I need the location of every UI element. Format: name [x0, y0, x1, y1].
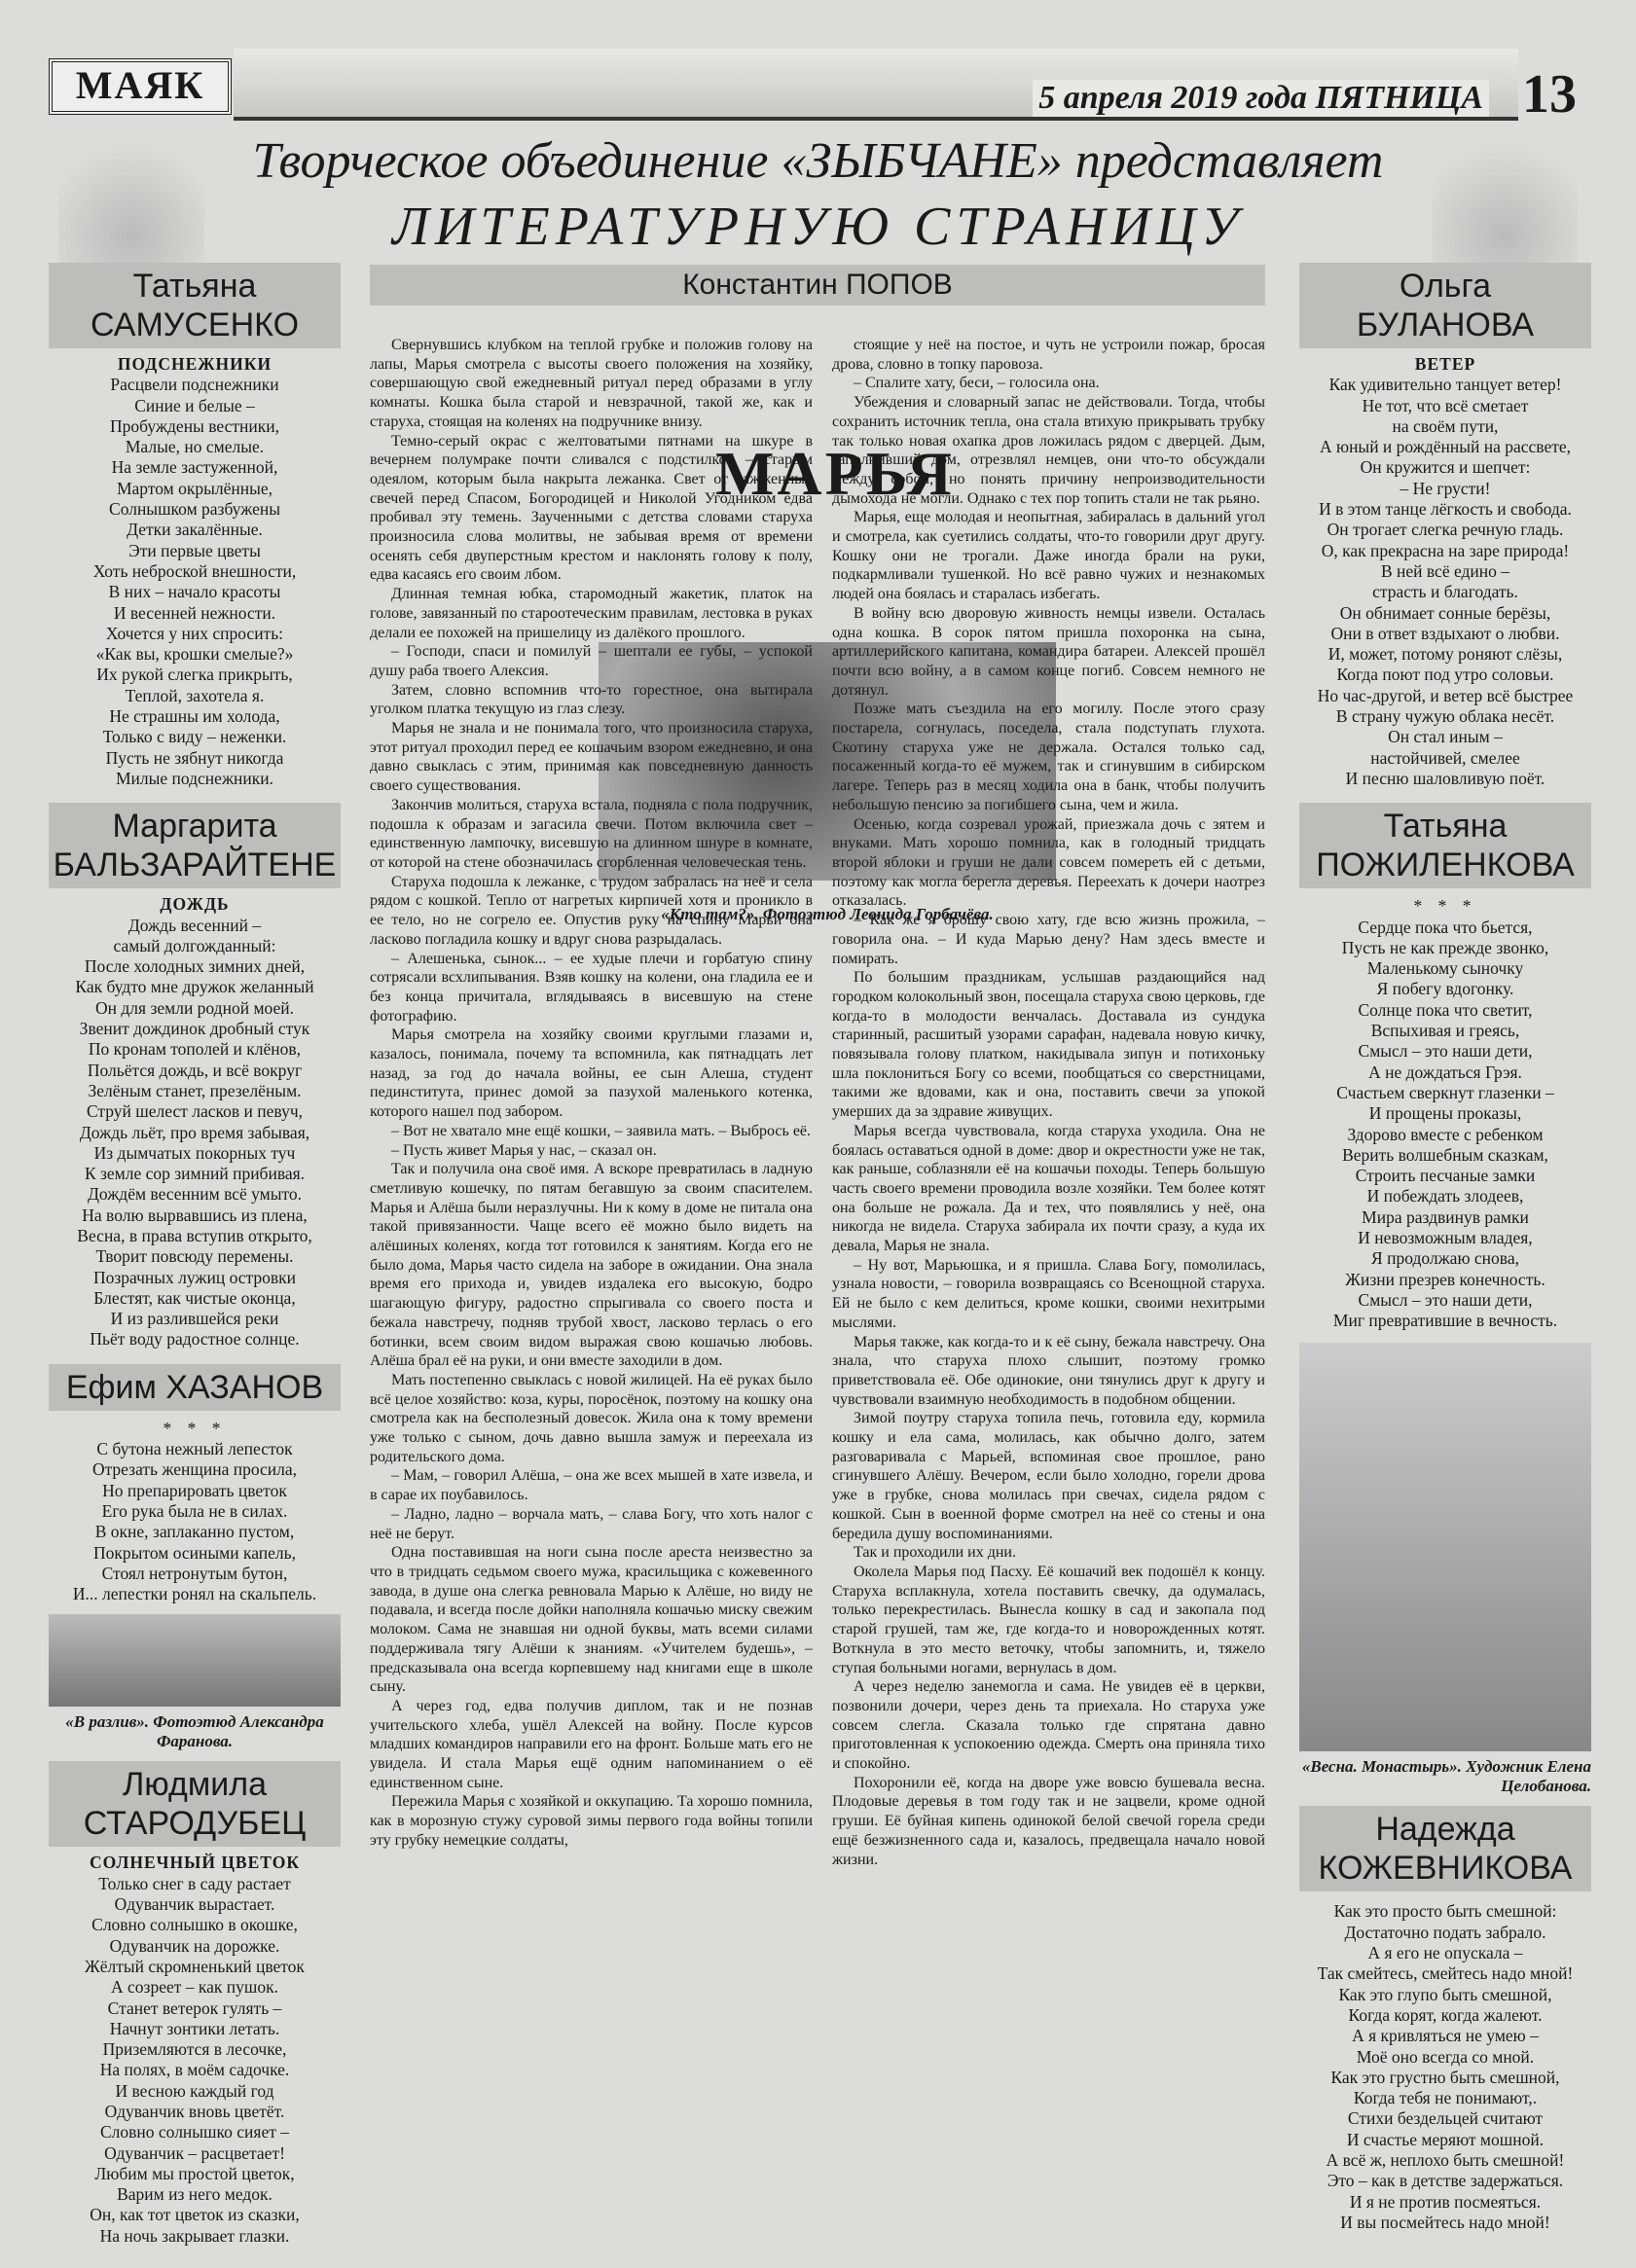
- poem-line: Отрезать женщина просила,: [91, 1459, 298, 1480]
- poem-line: Жёлтый скромненький цветок: [85, 1956, 305, 1976]
- poem-line: И невозможным владея,: [1358, 1227, 1533, 1247]
- poem-line: Пробуждены вестники,: [110, 415, 279, 436]
- poem-line: Не страшны им холода,: [109, 706, 280, 727]
- poem-body: [49, 375, 341, 789]
- poem-line: На полях, в моём садочке.: [99, 2060, 290, 2080]
- poem-line: Пьёт воду радостное солнце.: [90, 1329, 300, 1350]
- poem-line: Стоял нетронутым бутон,: [101, 1563, 288, 1583]
- poem-line: А я кривляться не умею –: [1352, 2026, 1539, 2046]
- poem-line: Дождь весенний –: [127, 915, 262, 935]
- poem-line: Как будто мне дружок желанный: [75, 977, 314, 997]
- poem-line: В окне, заплаканно пустом,: [94, 1522, 295, 1542]
- poem-line: Словно солнышко сияет –: [100, 2122, 289, 2142]
- poem-line: Здорово вместе с ребенком: [1347, 1124, 1544, 1144]
- poem-line: Сердце пока что бьется,: [1358, 917, 1533, 937]
- poem-line: Милые подснежники.: [115, 768, 274, 788]
- poem-line: Он стал иным –: [1388, 727, 1503, 747]
- poem-line: Зелёным станет, презелёным.: [88, 1080, 302, 1100]
- poem-line: Мартом окрылённые,: [116, 478, 273, 498]
- story-paragraph: Мать постепенно свыклась с новой жилицей. На её руках было всё целое хозяйство: коза, куры, поросёнок, поэтому на кошку она смотрела как на бесполезный довесок. Жила она к тому времени уже только с сыном, дочь давно вышла замуж и переехала из родительского дома.: [370, 1371, 813, 1465]
- poem-line: И весенней нежности.: [113, 602, 276, 623]
- poem-line: на своём пути,: [1392, 415, 1499, 436]
- poem-line: Его рука была не в силах.: [101, 1500, 288, 1521]
- author-name-box: [1299, 263, 1591, 348]
- poem-body: [1299, 375, 1591, 789]
- poem-line: В страну чужую облака несёт.: [1335, 706, 1555, 727]
- tulip-decoration-left: [58, 126, 204, 263]
- poem-title: ВЕТЕР: [1414, 354, 1476, 374]
- story-paragraph: Марья не знала и не понимала того, что произносила старуха, этот ритуал проходил перед ее кошачьим взором ежедневно, и она давно свыклась с этим, принимая как повседневную данность своего существования.: [370, 720, 813, 795]
- poem-line: Моё оно всегда со мной.: [1356, 2046, 1535, 2067]
- poem-line: Одуванчик – расцветает!: [104, 2142, 285, 2163]
- author-name-box: [49, 1761, 341, 1847]
- banner-line-2: ЛИТЕРАТУРНУЮ СТРАНИЦУ: [391, 197, 1245, 257]
- story-paragraph: – Мам, – говорил Алёша, – она же всех мышей в хате извела, и в сарае их поубавилось.: [370, 1467, 813, 1504]
- poem-line: Смысл – это наши дети,: [1358, 1041, 1533, 1062]
- poem-line: Расцвели подснежники: [110, 375, 279, 395]
- author-last-name: СТАРОДУБЕЦ: [83, 1805, 307, 1843]
- poem-line: Одуванчик вырастает.: [114, 1894, 275, 1915]
- story-column-1: [370, 336, 813, 2155]
- story-paragraph: Похоронили её, когда на дворе уже вовсю бушевала весна. Плодовые деревья в том году так и не зацвели, кроме одной груши. Её буйная кипень одинокой белой свечой горела среди ещё безжизненного сада и, казалось, предвещала начало новой жизни.: [832, 1774, 1265, 1868]
- poem-line: Малые, но смелые.: [125, 437, 265, 457]
- poem-line: А не дождаться Грэя.: [1368, 1062, 1522, 1082]
- poem-line: В ней всё едино –: [1380, 560, 1510, 581]
- photo-caption: «Кто там?». Фотоэтюд Леонида Горбачёва.: [661, 905, 994, 923]
- poem-line: Стихи бездельцей считают: [1347, 2108, 1544, 2129]
- newspaper-logo: МАЯК: [49, 58, 232, 115]
- poem-line: После холодных зимних дней,: [84, 956, 306, 977]
- tulip-decoration-right: [1432, 126, 1578, 263]
- poem-line: Как это глупо быть смешной,: [1338, 1984, 1552, 2004]
- author-name-box: [49, 1364, 341, 1411]
- poem-line: А я его не опускала –: [1367, 1943, 1523, 1963]
- section-banner: [0, 126, 1636, 263]
- monastery-painting: [1299, 1343, 1591, 1751]
- author-first-name: Ольга: [1399, 268, 1492, 305]
- story-paragraph: – Вот не хватало мне ещё кошки, – заявила мать. – Выбрось её.: [391, 1122, 812, 1139]
- author-last-name: САМУСЕНКО: [90, 306, 300, 343]
- poem-line: Жизни презрев конечность.: [1345, 1269, 1545, 1289]
- poem-line: Он кружится и шепчет:: [1360, 457, 1531, 478]
- story-paragraph: Одна поставившая на ноги сына после ареста неизвестно за что в тридцать седьмом своего мужа, красильщика с кожевенного завода, в душе она слегка ревновала Марью к Алёше, но виду не подавала, и всегда после дойки наполняла кошачью миску свежим молоком. Сама не знавшая ни одной буквы, мать всеми силами поддерживала тягу Алёши к знаниям. «Учителем будешь», – предсказывала она всегда корпевшему над книгами еще в школе сыну.: [370, 1544, 813, 1696]
- poem-line: Позрачных лужиц островки: [92, 1267, 297, 1287]
- story-paragraph: Старуха подошла к лежанке, с трудом забралась на неё и села рядом с кошкой. Тепло от нагретых кирпичей хотя и проникло в ее тело, но не согрело ее. Опустив руку на спину Марьи она ласково погладила кошку и вдруг снова разрыдалась.: [370, 873, 813, 948]
- poem-line: Это – как в детстве задержаться.: [1327, 2171, 1564, 2191]
- poem-line: Как удивительно танцует ветер!: [1328, 375, 1562, 395]
- poem-line: На волю вырвавшись из плена,: [82, 1205, 308, 1225]
- poem-line: К земле сор зимний прибивая.: [84, 1164, 306, 1184]
- story-paragraph: Так и получила она своё имя. А вскоре превратилась в ладную сметливую кошечку, по пятам бегавшую за своим спасителем. Марья и Алёша были неразлучны. Ни к кому в доме не питала она такой привязанности. Чаще всего её можно было видеть на алёшиных коленях, когда тот готовился к занятиям. Когда его не было дома, Марья часто сидела на заборе в ожидании. Она знала время его прихода и, увидев издалека его высокую, бодро шагающую фигуру, радостно спрыгивала со своего поста и бежала навстречу, подняв трубой хвост, ласково терлась о его ботинки, всем своим видом выражая свою кошачью любовь. Алёша брал её на руки, и они вместе заходили в дом.: [370, 1161, 813, 1370]
- poem-line: Словно солнышко в окошке,: [91, 1915, 298, 1935]
- poem-line: Дождём весенним всё умыто.: [87, 1184, 303, 1205]
- poem-line: А юный и рождённый на рассвете,: [1319, 437, 1572, 457]
- poem-line: Так смейтесь, смейтесь надо мной!: [1317, 1963, 1574, 1984]
- author-first-name: Маргарита: [112, 808, 277, 846]
- story-paragraph: Затем, словно вспомнив что-то горестное, она вытирала уголком платка текущую из глаз слезу.: [370, 681, 813, 718]
- poem-line: Польётся дождь, и всё вокруг: [87, 1060, 303, 1080]
- poem-line: Пусть не как прежде звонко,: [1341, 937, 1549, 957]
- poem-line: А всё ж, неплохо быть смешной!: [1326, 2150, 1565, 2171]
- poem-line: Я побегу вдогонку.: [1376, 979, 1514, 999]
- poem-line: Когда тебя не понимают,.: [1353, 2088, 1538, 2108]
- poem-line: И прощены проказы,: [1368, 1103, 1522, 1124]
- poem-line: Одуванчик вновь цветёт.: [104, 2102, 285, 2121]
- poem-line: И из разлившейся реки: [110, 1309, 279, 1329]
- story-paragraph: Марья смотрела на хозяйку своими круглыми глазами и, казалось, понимала, почему та вспомнила, как пятнадцать лет назад, за год до начала войны, ее сын Алеша, студент пединститута, принес домой за пазухой маленького котенка, которого нашел под забором.: [370, 1026, 813, 1121]
- poem-line: Звенит дождинок дробный стук: [79, 1019, 310, 1039]
- poem-line: страсть и благодать.: [1372, 582, 1518, 602]
- author-first-name: Людмила: [122, 1766, 268, 1804]
- story-paragraph: Свернувшись клубком на теплой грубке и положив голову на лапы, Марья смотрела с высоты своего положения на хозяйку, совершающую свой ежедневный ритуал перед образами в углу комнаты. Кошка была старой и невзрачной, такой же, как и старуха, стоящая на коленях на подручнике внизу.: [370, 337, 813, 430]
- story-paragraph: Осенью, когда созревал урожай, приезжала дочь с зятем и внуками. Мать хорошо помнила, как в голодный тридцать второй яблоки и груши не дали совсем помереть ей с детьми, поэтому как могла берегла деревья. Переехать к дочери наотрез отказалась.: [832, 815, 1265, 910]
- poem-line: Смысл – это наши дети,: [1358, 1289, 1533, 1310]
- poem-line: Начнут зонтики летать.: [109, 2018, 280, 2038]
- poem-line: Из дымчатых покорных туч: [93, 1142, 296, 1163]
- poem-line: Хоть неброской внешности,: [92, 560, 297, 581]
- banner-line-1: Творческое объединение «ЗЫБЧАНЕ» представляет: [252, 133, 1384, 189]
- poem-line: Маленькому сыночку: [1366, 958, 1524, 979]
- story-paragraph: – Пусть живет Марья у нас, – сказал он.: [391, 1141, 657, 1159]
- poem-line: Солнышком разбужены: [109, 499, 280, 520]
- poem-line: самый долгожданный:: [113, 935, 276, 955]
- poem-line: Как это просто быть смешной:: [1333, 1901, 1557, 1922]
- story-column-2: [832, 336, 1265, 2155]
- poem-line: И в этом танце лёгкость и свобода.: [1319, 499, 1572, 520]
- issue-date: 5 апреля 2019 года ПЯТНИЦА: [1033, 80, 1489, 117]
- poem-line: О, как прекрасна на заре природа!: [1321, 540, 1570, 560]
- story-paragraph: – Как же я брошу свою хату, где всю жизнь прожила, – говорила она. – И куда Марью дену? Нам здесь вместе и помирать.: [832, 912, 1265, 967]
- poem-line: Только с виду – неженки.: [102, 727, 287, 747]
- author-name-box: [1299, 1806, 1591, 1891]
- poem-line: Дождь льёт, про время забывая,: [79, 1122, 310, 1142]
- story-paragraph: Так и проходили их дни.: [854, 1544, 1016, 1562]
- poem-body: [1299, 1901, 1591, 2233]
- poem-line: В них – начало красоты: [108, 582, 281, 602]
- poem-line: Эти первые цветы: [128, 540, 261, 560]
- poem-line: Одуванчик на дорожке.: [109, 1935, 280, 1956]
- poem-line: Он трогает слегка речную гладь.: [1327, 520, 1564, 540]
- poem-line: Достаточно подать забрало.: [1344, 1922, 1546, 1942]
- story-paragraph: – Ладно, ладно – ворчала мать, – слава Богу, что хоть налог с неё не берут.: [370, 1505, 813, 1542]
- poem-line: И я не против посмеяться.: [1349, 2191, 1542, 2212]
- poem-line: Их рукой слегка прикрыть,: [96, 665, 293, 685]
- story-paragraph: стоящие у неё на постое, и чуть не устроили пожар, бросая дрова, словно в топку паровоза.: [832, 337, 1265, 373]
- poem-line: И весною каждый год: [115, 2080, 274, 2101]
- painting-caption: «Весна. Монастырь». Художник Елена Целобанова.: [1301, 1757, 1591, 1796]
- story-paragraph: – Спалите хату, беси, – голосила она.: [854, 375, 1100, 392]
- poem-line: И побеждать злодеев,: [1366, 1186, 1524, 1206]
- author-last-name: ПОЖИЛЕНКОВА: [1316, 846, 1575, 884]
- poem-line: Пусть не зябнут никогда: [105, 747, 284, 768]
- poem-line: Не тот, что всё сметает: [1362, 395, 1529, 415]
- poem-line: По кронам тополей и клёнов,: [88, 1039, 302, 1060]
- story-paragraph: Марья, еще молодая и неопытная, забиралась в дальний угол и смотрела, как суетились солдаты, что-то говорили друг другу. Кошку они не трогали. Даже иногда брали на руки, подкармливали тушенкой. Но всё равно чужих и незнакомых людей она боялась и старалась избегать.: [832, 509, 1265, 603]
- author-last-name: БУЛАНОВА: [1356, 306, 1535, 343]
- poem-line: И... лепестки ронял на скальпель.: [72, 1584, 317, 1604]
- author-name-box: [49, 803, 341, 888]
- poem-body: [49, 916, 341, 1350]
- author-name-box: [49, 263, 341, 348]
- story-paragraph: По большим праздникам, услышав раздающийся над городком колокольный звон, посещала старуха свою церковь, где когда-то в молодости венчалась. Доставала из сундука старинный, расшитый узорами сарафан, надевала новую кичку, повязывала голову платком, накидывала зипун и потихоньку шла поклониться Богу со всеми, пообщаться со сверстницами, такими же вдовами, как и она, поставить свечи за упокой умерших да за здравие живущих.: [832, 969, 1265, 1121]
- poem-line: Весна, в права вступив открыто,: [77, 1225, 312, 1245]
- poem-line: А созреет – как пушок.: [111, 1977, 278, 1998]
- poem-line: Хочется у них спросить:: [105, 623, 284, 643]
- poem-line: Верить волшебным сказкам,: [1342, 1144, 1548, 1165]
- story-paragraph: Закончив молиться, старуха встала, подняла с пола подручник, подошла к образам и загасила свечи. Потом включила свет – единственную лампочку, висевшую на длинном шнуре в комнате, от которой на стене обозначилась сгорбленная человеческая тень.: [370, 796, 813, 871]
- poem-line: настойчивей, смелее: [1370, 747, 1520, 768]
- story-paragraph: – Господи, спаси и помилуй – шептали ее губы, – успокой душу раба твоего Алексия.: [370, 643, 813, 679]
- poem-line: Струй шелест ласков и певуч,: [86, 1101, 303, 1122]
- story-paragraph: Марья всегда чувствовала, когда старуха уходила. Она не боялась оставаться одной в доме: двор и окрестности уже не так, как раньше, соблазняли её на кошачьи походы. Теперь большую часть своего времени проводила возле хозяйки. Тем более котят она больше не рожала. Да и тех, что появлялись у неё, она никогда не видела. Старуха забирала их почти сразу, а куда их девала, Марья не знала.: [832, 1122, 1265, 1255]
- author-last-name: КОЖЕВНИКОВА: [1318, 1850, 1573, 1888]
- story-paragraph: Пережила Марья с хозяйкой и оккупацию. Та хорошо помнила, как в морозную стужу суровой зимы первого года войны топили эту грубку немецкие солдаты,: [370, 1793, 813, 1849]
- author-name-box: [1299, 803, 1591, 888]
- poem-line: Блестят, как чистые оконца,: [93, 1287, 296, 1308]
- poem-line: Как это грустно быть смешной,: [1330, 2067, 1560, 2087]
- poem-title: ПОДСНЕЖНИКИ: [117, 354, 273, 374]
- poem-stars: * * *: [163, 1418, 227, 1438]
- story-paragraph: В войну всю дворовую живность немцы извели. Осталась одна кошка. В сорок пятом пришла похоронка на сына, артиллерийского капитана, командира батареи. Алексей прошёл почти всю войну, а в самом конце погиб. Совсем немного не дотянул.: [832, 604, 1265, 699]
- poem-line: Только снег в саду растает: [98, 1873, 291, 1893]
- poem-line: Он для земли родной моей.: [95, 997, 294, 1018]
- poem-line: На земле застуженной,: [111, 457, 278, 478]
- story-title: МАРЬЯ: [715, 439, 955, 508]
- poem-body: [1299, 918, 1591, 1332]
- poem-line: Варим из него медок.: [117, 2184, 273, 2205]
- photo-caption: «В разлив». Фотоэтюд Александра Фаранова.: [65, 1712, 324, 1751]
- poem-title: СОЛНЕЧНЫЙ ЦВЕТОК: [89, 1853, 301, 1873]
- story-paragraph: Околела Марья под Пасху. Её кошачий век подошёл к концу. Старуха всплакнула, хотела поставить свечку, да одумалась, только перекрестилась. Вынесла кошку в сад и закопала под старой грушей, там же, где когда-то и новорожденных котят. Воткнула в это место веточку, чтобы запомнить, и, тяжело ступая больными ногами, вернулась в дом.: [832, 1564, 1265, 1676]
- poem-line: На ночь закрывает глазки.: [99, 2225, 290, 2246]
- poem-line: Приземляются в лесочке,: [102, 2039, 287, 2060]
- poem-line: Солнце пока что светит,: [1358, 999, 1533, 1020]
- poem-line: С бутона нежный лепесток: [96, 1439, 293, 1459]
- poem-body: [49, 1439, 341, 1604]
- poem-line: Покрытом осиными капель,: [93, 1542, 296, 1563]
- flood-photo: [49, 1614, 341, 1707]
- poem-body: [49, 1874, 341, 2247]
- story-paragraph: Убеждения и словарный запас не действовали. Тогда, чтобы сохранить источник тепла, она стала втихую прикрывать трубку так только новая охапка дров ложилась рядом с дверцей. Дым, заполнивший дом, отрезвлял немцев, они что-то обсуждали между собой, но понять причину непроизводительности дымохода не могли. Однако с тех пор топить стали не так рьяно.: [832, 394, 1265, 507]
- story-paragraph: Позже мать съездила на его могилу. После этого сразу постарела, согнулась, поседела, стала подступать глухота. Скотину старуха уже не держала. Остался только сад, посаженный когда-то её мужем, так и сгинувшим в сибирском лагере. Теперь раз в месяц ходила она в банк, чтобы получить небольшую пенсию за погибшего сына, чем и жила.: [832, 701, 1265, 813]
- story-paragraph: – Алешенька, сынок... – ее худые плечи и горбатую спину сотрясали всхлипывания. Взяв кошку на колени, она гладила ее и без конца причитала, вглядываясь в висевшую на стене фотографию.: [370, 950, 813, 1025]
- left-column: [49, 263, 341, 2247]
- story-paragraph: – Ну вот, Марьюшка, и я пришла. Слава Богу, помолилась, узнала новости, – говорила возвращаясь со Всенощной старуха. Ей не было с кем делиться, кроме кошки, своими нехитрыми мыслями.: [832, 1256, 1265, 1331]
- poem-line: – Не грусти!: [1400, 478, 1491, 498]
- poem-line: И, может, потому роняют слёзы,: [1327, 644, 1563, 665]
- author-last-name: БАЛЬЗАРАЙТЕНЕ: [53, 846, 337, 884]
- author-first-name: Татьяна: [132, 268, 257, 305]
- poem-line: Миг превратившие в вечность.: [1332, 1311, 1558, 1331]
- poem-line: Синие и белые –: [134, 395, 255, 415]
- poem-line: Станет ветерок гулять –: [107, 1998, 282, 2018]
- right-column: [1299, 263, 1591, 2233]
- poem-line: Детки закалённые.: [127, 520, 263, 540]
- story-paragraph: Темно-серый окрас с желтоватыми пятнами на шкуре в вечернем полумраке почти сливался с подстилкой – старым одеялом, которым была накрыта лежанка. Свет от зажженных свечей перед Спасом, Богородицей и Николой Угодником едва пробивал эту темень. Заученными с детства словами старуха произносила слова молитвы, не забывая время от времени осенять себя двуперстным крестом и наклонять голову к полу, едва касаясь его своим лбом.: [370, 432, 813, 584]
- poem-line: Любим мы простой цветок,: [94, 2163, 295, 2183]
- poem-line: Но препарировать цветок: [102, 1480, 287, 1500]
- poem-line: И песню шаловливую поёт.: [1345, 768, 1545, 788]
- page-number: 13: [1522, 64, 1577, 125]
- poem-line: Я продолжаю снова,: [1371, 1248, 1519, 1269]
- poem-line: И счастье меряют мошной.: [1346, 2129, 1545, 2149]
- poem-line: Счастьем сверкнут глазенки –: [1336, 1082, 1554, 1102]
- poem-line: Он, как тот цветок из сказки,: [90, 2205, 300, 2225]
- poem-line: Строить песчаные замки: [1355, 1166, 1536, 1186]
- poem-line: «Как вы, крошки смелые?»: [95, 644, 294, 665]
- poem-line: Когда корят, когда жалеют.: [1348, 2004, 1543, 2025]
- poem-line: Мира раздвинув рамки: [1362, 1206, 1529, 1227]
- story-paragraph: А через год, едва получив диплом, так и не познав учительского хлеба, ушёл Алексей на войну. После курсов младших командиров направили его на фронт. Больше мать его не увидела. И стала Марья ещё одним напоминанием о её единственном сыне.: [370, 1697, 813, 1791]
- poem-line: Он обнимает сонные берёзы,: [1339, 602, 1551, 623]
- author-first-name: Надежда: [1375, 1811, 1515, 1849]
- poem-line: Но час-другой, и ветер всё быстрее: [1317, 685, 1574, 705]
- story-paragraph: Зимой поутру старуха топила печь, готовила еду, кормила кошку и ела сама, молилась, как обычно долго, затем разговаривала с Марьей, вспоминая свое прошлое, рано сгинувшего Алёшу. Вечером, если было холодно, горели дрова уже в грубке, снова молилась при свечах, сидела рядом с кошкой. Сын в военной форме смотрел на неё со стены и она бередила душу воспоминаниями.: [832, 1410, 1265, 1542]
- poem-line: Вспыхивая и греясь,: [1370, 1021, 1520, 1041]
- author-full-name: Ефим ХАЗАНОВ: [65, 1368, 324, 1406]
- story-author: Константин ПОПОВ: [370, 265, 1265, 306]
- story-paragraph: Длинная темная юбка, старомодный жакетик, платок на голове, завязанный по староотеческим правилам, лестовка в руках делали ее похожей на пришелицу из далёкого прошлого.: [370, 586, 813, 641]
- poem-line: Творит повсюду перемены.: [95, 1246, 294, 1267]
- poem-line: Они в ответ вздыхают о любви.: [1330, 623, 1560, 643]
- story-paragraph: А через неделю занемогла и сама. Не увидев её в церкви, позвонили дочери, через день та приехала. Но старуха уже совсем слегла. Сказала только где спрятана давно приготовленная к успокоению одежда. Смерть она приняла тихо и спокойно.: [832, 1678, 1265, 1773]
- masthead: [39, 39, 1596, 126]
- poem-stars: * * *: [1413, 896, 1477, 917]
- author-first-name: Татьяна: [1383, 808, 1508, 846]
- story-paragraph: Марья также, как когда-то и к её сыну, бежала навстречу. Она знала, что старуха плохо слышит, поэтому громко приветствовала её. Обе одинокие, они тянулись друг к другу и чувствовали взаимную необходимость в подобном общении.: [832, 1333, 1265, 1408]
- poem-title: ДОЖДЬ: [160, 894, 230, 915]
- poem-line: И вы посмейтесь надо мной!: [1340, 2212, 1550, 2232]
- poem-line: Теплой, захотела я.: [125, 685, 265, 705]
- poem-line: Когда поют под утро соловьи.: [1336, 665, 1554, 685]
